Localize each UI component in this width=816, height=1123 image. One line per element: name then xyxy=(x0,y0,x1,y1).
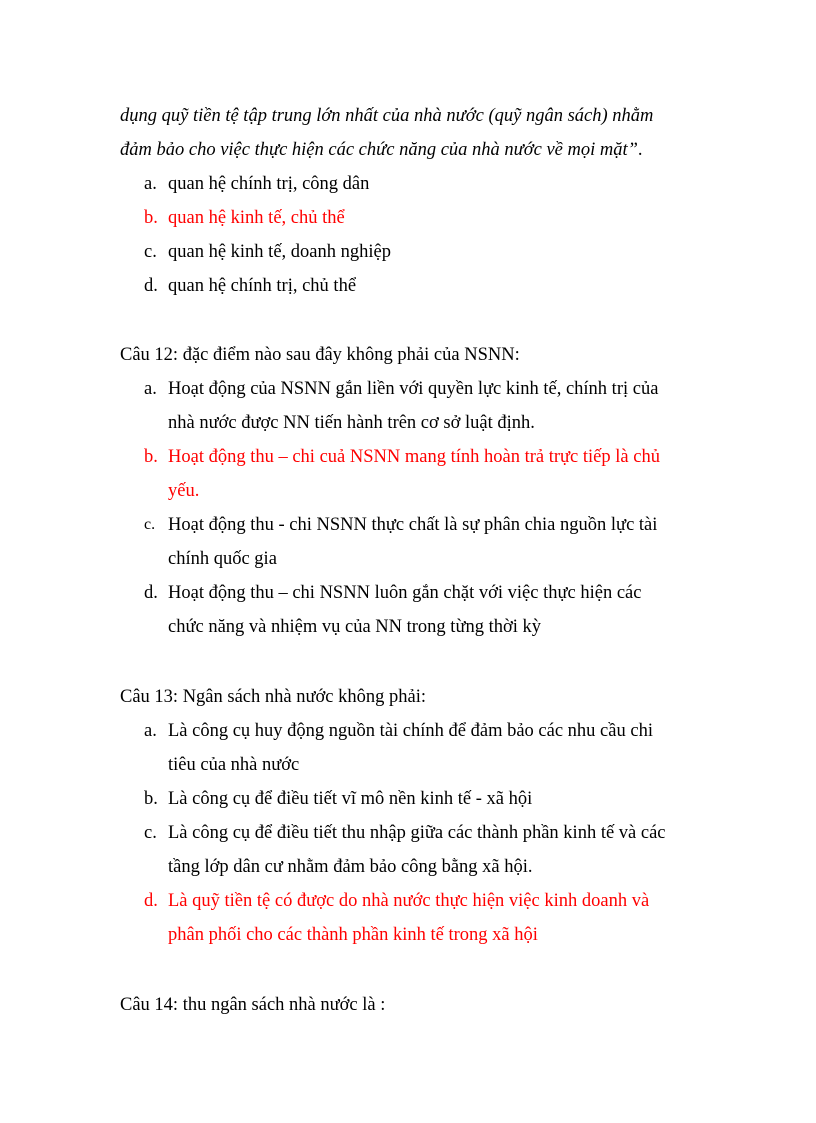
option-letter: c. xyxy=(144,823,157,843)
option-text: quan hệ chính trị, chủ thể xyxy=(168,276,357,296)
q13-option-d-correct[interactable] xyxy=(120,884,720,952)
option-letter: c. xyxy=(144,516,156,533)
option-letter: b. xyxy=(144,789,158,809)
option-text-line-2: tiêu của nhà nước xyxy=(168,755,300,775)
q11-continuation-line-2-text: đảm bảo cho việc thực hiện các chức năng của nhà nước về mọi mặt” xyxy=(120,140,638,160)
q12-title: Câu 12: đặc điểm nào sau đây không phải của NSNN: xyxy=(120,345,520,365)
q12-option-b-correct[interactable] xyxy=(120,440,720,508)
q11-continuation xyxy=(120,99,720,167)
option-text-line-1: Hoạt động của NSNN gắn liền với quyền lực kinh tế, chính trị của xyxy=(168,379,659,399)
option-text: quan hệ kinh tế, chủ thể xyxy=(168,208,345,228)
option-text-line-1: Hoạt động thu - chi NSNN thực chất là sự phân chia nguồn lực tài xyxy=(168,515,658,535)
option-text-line-1: Là công cụ để điều tiết thu nhập giữa các thành phần kinh tế và các xyxy=(168,823,666,843)
option-text: quan hệ kinh tế, doanh nghiệp xyxy=(168,242,391,262)
option-letter: b. xyxy=(144,208,158,228)
option-text-line-2: chức năng và nhiệm vụ của NN trong từng thời kỳ xyxy=(168,617,542,637)
option-text-line-1: Là công cụ để điều tiết vĩ mô nền kinh tế - xã hội xyxy=(168,789,533,809)
q11-option-c[interactable] xyxy=(120,235,720,269)
option-letter: a. xyxy=(144,174,157,194)
option-text-line-1: Hoạt động thu – chi NSNN luôn gắn chặt với việc thực hiện các xyxy=(168,583,642,603)
q14-title: Câu 14: thu ngân sách nhà nước là : xyxy=(120,995,386,1015)
option-text-line-2: chính quốc gia xyxy=(168,549,277,569)
option-text-line-1: Là công cụ huy động nguồn tài chính để đảm bảo các nhu cầu chi xyxy=(168,721,653,741)
q11-option-b-correct[interactable] xyxy=(120,201,720,235)
q13-options xyxy=(120,714,720,952)
q12-option-c[interactable] xyxy=(120,508,720,576)
option-letter: a. xyxy=(144,721,157,741)
option-text-line-1: Hoạt động thu – chi cuả NSNN mang tính hoàn trả trực tiếp là chủ xyxy=(168,447,660,467)
option-text-line-2: nhà nước được NN tiến hành trên cơ sở luật định. xyxy=(168,413,535,433)
q11-option-d[interactable] xyxy=(120,269,720,303)
q12-option-a[interactable] xyxy=(120,372,720,440)
q11-continuation-line-2 xyxy=(120,133,720,167)
option-letter: c. xyxy=(144,242,157,262)
q12-options xyxy=(120,372,720,644)
option-letter: d. xyxy=(144,891,158,911)
q13-option-b[interactable] xyxy=(120,782,720,816)
q13-option-a[interactable] xyxy=(120,714,720,782)
q13-option-c[interactable] xyxy=(120,816,720,884)
option-text-line-2: yếu. xyxy=(168,481,200,501)
q11-continuation-line-1: dụng quỹ tiền tệ tập trung lớn nhất của nhà nước (quỹ ngân sách) nhằm xyxy=(120,106,654,126)
q11-option-a[interactable] xyxy=(120,167,720,201)
option-text-line-2: phân phối cho các thành phần kinh tế trong xã hội xyxy=(168,925,538,945)
q12-option-d[interactable] xyxy=(120,576,720,644)
option-text-line-1: Là quỹ tiền tệ có được do nhà nước thực hiện việc kinh doanh và xyxy=(168,891,650,911)
option-text: quan hệ chính trị, công dân xyxy=(168,174,370,194)
q11-options xyxy=(120,167,720,303)
option-letter: b. xyxy=(144,447,158,467)
q11-continuation-period: . xyxy=(637,140,643,160)
q13-title: Câu 13: Ngân sách nhà nước không phải: xyxy=(120,687,426,707)
option-letter: d. xyxy=(144,583,158,603)
option-letter: d. xyxy=(144,276,158,296)
option-text-line-2: tầng lớp dân cư nhằm đảm bảo công bằng xã hội. xyxy=(168,857,533,877)
option-letter: a. xyxy=(144,379,157,399)
